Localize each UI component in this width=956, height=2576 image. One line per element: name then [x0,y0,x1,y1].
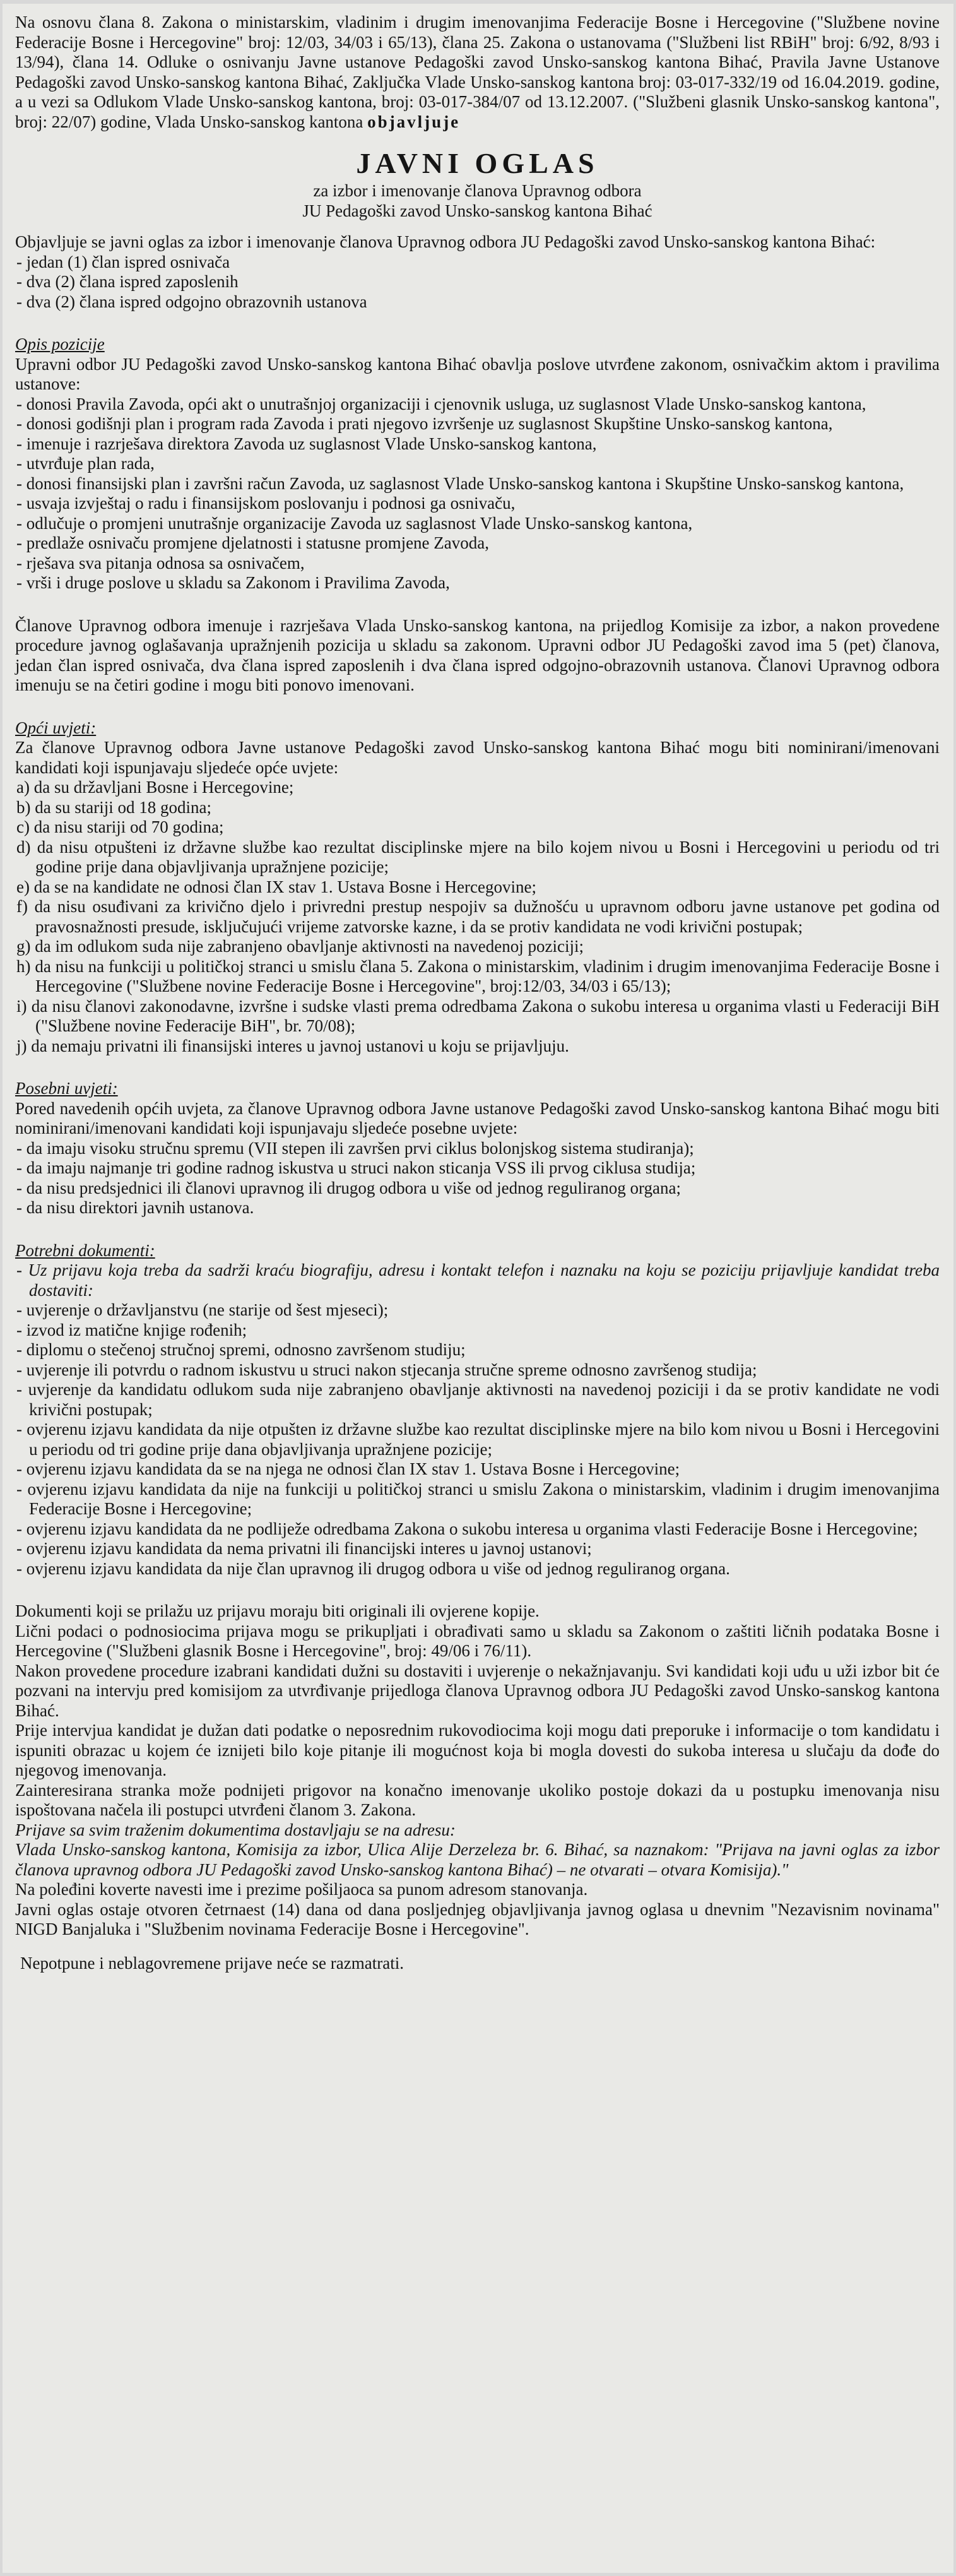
opci-item: g) da im odlukom suda nije zabranjeno obavljanje aktivnosti na navedenoj poziciji; [16,937,584,956]
submission-address: Vlada Unsko-sanskog kantona, Komisija za izbor, Ulica Alije Derzeleza br. 6. Bihać, sa naznakom: "Prijava na javni oglas za izbor članova upravnog odbora JU Pedagoški zavod Unsko-sanskog kantona Bihać) – ne otvarati – otvara Komisija)." [15,1840,940,1879]
opis-paragraph: Upravni odbor JU Pedagoški zavod Unsko-sanskog kantona Bihać obavlja poslove utvrđene zakonom, osnivačkim aktom i pravilima ustanove: [15,354,940,393]
opci-item: d) da nisu otpušteni iz državne službe kao rezultat disciplinske mjere na bilo kojem nivou u Bosni i Hercegovini u periodu od tri godine prije dana objavljivanja upražnjene pozicije; [16,837,940,876]
closing-paragraph: Nakon provedene procedure izabrani kandidati dužni su dostaviti i uvjerenje o nekažnjavanju. Svi kandidati koji uđu u uži izbor bit će pozvani na intervju pred komisijom za utvrđivanje prijedloga članova Upravnog odbora JU Pedagoški zavod Unsko-sanskog kantona Bihać. [15,1661,940,1720]
submission-heading: Prijave sa svim traženim dokumentima dostavljaju se na adresu: [15,1820,456,1839]
dokumenti-item: - izvod iz matične knjige rođenih; [16,1320,247,1339]
preamble [15,13,940,132]
opci-item: j) da nemaju privatni ili finansijski interes u javnoj ustanovi u koju se prijavljuju. [16,1036,569,1055]
closing-paragraph: Dokumenti koji se prilažu uz prijavu moraju biti originali ili ovjerene kopije. [15,1601,540,1620]
opis-item: - vrši i druge poslove u skladu sa Zakonom i Pravilima Zavoda, [16,573,450,592]
opci-item: h) da nisu na funkciji u političkoj stranci u smislu člana 5. Zakona o ministarskim, vladinim i drugim imenovanjima Federacije Bosne i Hercegovine ("Službene novine Federacije Bosne i Hercegovine", broj:12/03, 34/03 i 65/13); [16,956,940,995]
opci-item: a) da su državljani Bosne i Hercegovine; [16,778,294,797]
section-heading-posebni: Posebni uvjeti: [15,1079,118,1098]
section-heading-opis: Opis pozicije [15,335,105,353]
opis-item: - donosi finansijski plan i završni račun Zavoda, uz saglasnost Vlade Unsko-sanskog kantona i Skupštine Unsko-sanskog kantona, [16,473,904,493]
opci-item: c) da nisu stariji od 70 godina; [16,817,224,836]
title-line-2: JU Pedagoški zavod Unsko-sanskog kantona Bihać [302,201,652,220]
opci-item: e) da se na kandidate ne odnosi član IX stav 1. Ustava Bosne i Hercegovine; [16,877,536,896]
opis-item: - usvaja izvještaj o radu i finansijskom poslovanju i podnosi ga osnivaču, [16,494,516,513]
posebni-paragraph: Pored navedenih općih uvjeta, za članove Upravnog odbora Javne ustanove Pedagoški zavod Unsko-sanskog kantona Bihać mogu biti nominirani/imenovani kandidati koji ispunjavaju sljedeće posebne uvjete: [15,1098,940,1137]
dokumenti-item: - ovjerenu izjavu kandidata da nije član upravnog ili drugog odbora u više od jednog reguliranog organa. [16,1558,730,1578]
document-title: JAVNI OGLAS [356,147,599,179]
dokumenti-intro: - Uz prijavu koja treba da sadrži kraću biografiju, adresu i kontakt telefon i naznaku na koju se poziciju prijavljuje kandidat treba dostaviti: [16,1261,940,1300]
opci-item: b) da su stariji od 18 godina; [16,797,211,817]
posebni-item: - da imaju najmanje tri godine radnog iskustva u struci nakon sticanja VSS ili prvog ciklusa studija; [16,1158,696,1177]
opis-item: - donosi godišnji plan i program rada Zavoda i prati njegovo izvršenje uz suglasnost Skupštine Unsko-sanskog kantona, [16,414,833,433]
opci-item: i) da nisu članovi zakonodavne, izvršne i sudske vlasti prema odredbama Zakona o sukobu interesa u organima vlasti u Federaciji BiH ("Službene novine Federacije BiH", br. 70/08); [16,996,940,1035]
section-heading-dokumenti: Potrebni dokumenti: [15,1240,155,1260]
dokumenti-item: - uvjerenje o državljanstvu (ne starije od šest mjeseci); [16,1300,389,1319]
opis-item: - predlaže osnivaču promjene djelatnosti i statusne promjene Zavoda, [16,533,489,552]
preamble-text: Na osnovu člana 8. Zakona o ministarskim, vladinim i drugim imenovanjima Federacije Bosne i Hercegovine ("Službene novine Federacije Bosne i Hercegovine" broj: 12/03, 34/03 i 65/13), člana 25. Zakona o ustanovama ("Službeni list RBiH" broj: 6/92, 8/93 i 13/94), člana 14. Odluke o osnivanju Javne ustanove Pedagoški zavod Unsko-sanskog kantona Bihać, Pravila Javne Ustanove Pedagoški zavod Unsko-sanskog kantona Bihać, Zaključka Vlade Unsko-sanskog kantona broj: 03-017-332/19 od 16.04.2019. godine, a u vezi sa Odlukom Vlade Unsko-sanskog kantona, broj: 03-017-384/07 od 13.12.2007. ("Službeni glasnik Unsko-sanskog kantona", broj: 22/07) godine, Vlada Unsko-sanskog kantona [15,13,940,131]
opis-item: - donosi Pravila Zavoda, opći akt o unutrašnjoj organizaciji i cjenovnik usluga, uz suglasnost Vlade Unsko-sanskog kantona, [16,394,866,413]
dokumenti-item: - ovjerenu izjavu kandidata da nije na funkciji u političkoj stranci u smislu Zakona o ministarskim, vladinim i drugim imenovanjima Federacije Bosne i Hercegovine; [16,1479,940,1518]
opci-item: f) da nisu osuđivani za krivično djelo i privredni prestup nespojiv sa dužnošću u upravnom odboru javne ustanove pet godina od pravosnažnosti presude, isključujući vrijeme zatvorske kazne, i da se protiv kandidata ne vodi krivični postupak; [16,897,940,936]
intro-item: - dva (2) člana ispred zaposlenih [16,272,239,291]
closing-paragraph: Na poleđini koverte navesti ime i prezime pošiljaoca sa punom adresom stanovanja. [15,1880,588,1899]
opis-item: - utvrđuje plan rada, [16,454,155,473]
dokumenti-item: - uvjerenje da kandidatu odlukom suda nije zabranjeno obavljanje aktivnosti na navedenoj poziciji i da se protiv kandidate ne vodi krivični postupak; [16,1380,940,1419]
dokumenti-item: - ovjerenu izjavu kandidata da ne podliježe odredbama Zakona o sukobu interesa u organima vlasti Federacije Bosne i Hercegovine; [16,1519,918,1538]
dokumenti-item: - ovjerenu izjavu kandidata da nema privatni ili financijski interes u javnoj ustanovi; [16,1539,592,1558]
closing-paragraph: Lični podaci o podnosiocima prijava mogu se prikupljati i obrađivati samo u skladu sa Zakonom o zaštiti ličnih podataka Bosne i Hercegovine ("Službeni glasnik Bosne i Hercegovine", broj: 49/06 i 76/11). [15,1621,940,1660]
posebni-item: - da imaju visoku stručnu spremu (VII stepen ili završen prvi ciklus bolonjskog sistema studiranja); [16,1138,694,1158]
closing-paragraph: Javni oglas ostaje otvoren četrnaest (14) dana od dana posljednjeg objavljivanja javnog oglasa u dnevnim "Nezavisnim novinama" NIGD Banjaluka i "Službenim novinama Federacije Bosne i Hercegovine". [15,1899,940,1938]
final-note: Nepotpune i neblagovremene prijave neće se razmatrati. [20,1953,404,1973]
dokumenti-item: - ovjerenu izjavu kandidata da se na njega ne odnosi član IX stav 1. Ustava Bosne i Hercegovine; [16,1459,680,1478]
clanovi-paragraph: Članove Upravnog odbora imenuje i razrješava Vlada Unsko-sanskog kantona, na prijedlog Komisije za izbor, a nakon provedene procedure javnog oglašavanja upražnjenih pozicija u skladu sa zakonom. Upravni odbor JU Pedagoški zavod ima 5 (pet) članova, jedan član ispred osnivača, dva člana ispred zaposlenih i dva člana ispred odgojno-obrazovnih ustanova. Članovi Upravnog odbora imenuju se na četiri godine i mogu biti ponovo imenovani. [15,615,940,694]
opci-paragraph: Za članove Upravnog odbora Javne ustanove Pedagoški zavod Unsko-sanskog kantona Bihać mogu biti nominirani/imenovani kandidati koji ispunjavaju sljedeće opće uvjete: [15,738,940,777]
posebni-item: - da nisu predsjednici ili članovi upravnog ili drugog odbora u više od jednog reguliranog organa; [16,1178,682,1197]
closing-paragraph: Prije intervjua kandidat je dužan dati podatke o neposrednim rukovodiocima koji mogu dati preporuke i informacije o tom kandidatu i ispuniti obrazac u kojem će iznijeti bilo koje pitanje ili mogućnost koja bi mogla dovesti do sukoba interesa u slučaju da dođe do njegovog imenovanja. [15,1721,940,1779]
intro-item: - dva (2) člana ispred odgojno obrazovnih ustanova [16,292,367,311]
dokumenti-item: - diplomu o stečenoj stručnoj spremi, odnosno završenom studiju; [16,1340,466,1359]
intro-paragraph: Objavljuje se javni oglas za izbor i imenovanje članova Upravnog odbora JU Pedagoški zavod Unsko-sanskog kantona Bihać: [15,232,876,251]
intro-item: - jedan (1) član ispred osnivača [16,252,230,271]
opis-item: - rješava sva pitanja odnosa sa osnivačem, [16,553,305,573]
title-line-1: za izbor i imenovanje članova Upravnog odbora [313,181,642,200]
section-heading-opci: Opći uvjeti: [15,718,97,737]
opis-item: - odlučuje o promjeni unutrašnje organizacije Zavoda uz saglasnost Vlade Unsko-sanskog kantona, [16,513,693,533]
preamble-verb: objavljuje [367,112,461,131]
opis-item: - imenuje i razrješava direktora Zavoda uz suglasnost Vlade Unsko-sanskog kantona, [16,434,597,453]
dokumenti-item: - uvjerenje ili potvrdu o radnom iskustvu u struci nakon stjecanja stručne spreme odnosno završenog studija; [16,1360,757,1379]
posebni-item: - da nisu direktori javnih ustanova. [16,1198,254,1217]
closing-paragraph: Zainteresirana stranka može podnijeti prigovor na konačno imenovanje ukoliko postoje dokazi da u postupku imenovanja nisu ispoštovana načela ili postupci utvrđeni članom 3. Zakona. [15,1780,940,1819]
dokumenti-item: - ovjerenu izjavu kandidata da nije otpušten iz državne službe kao rezultat disciplinske mjere na bilo kom nivou u Bosni i Hercegovini u periodu od tri godine prije dana objavljivanja upražnjene pozicije; [16,1420,940,1459]
document-page [3,4,953,2573]
title-block [15,146,940,221]
